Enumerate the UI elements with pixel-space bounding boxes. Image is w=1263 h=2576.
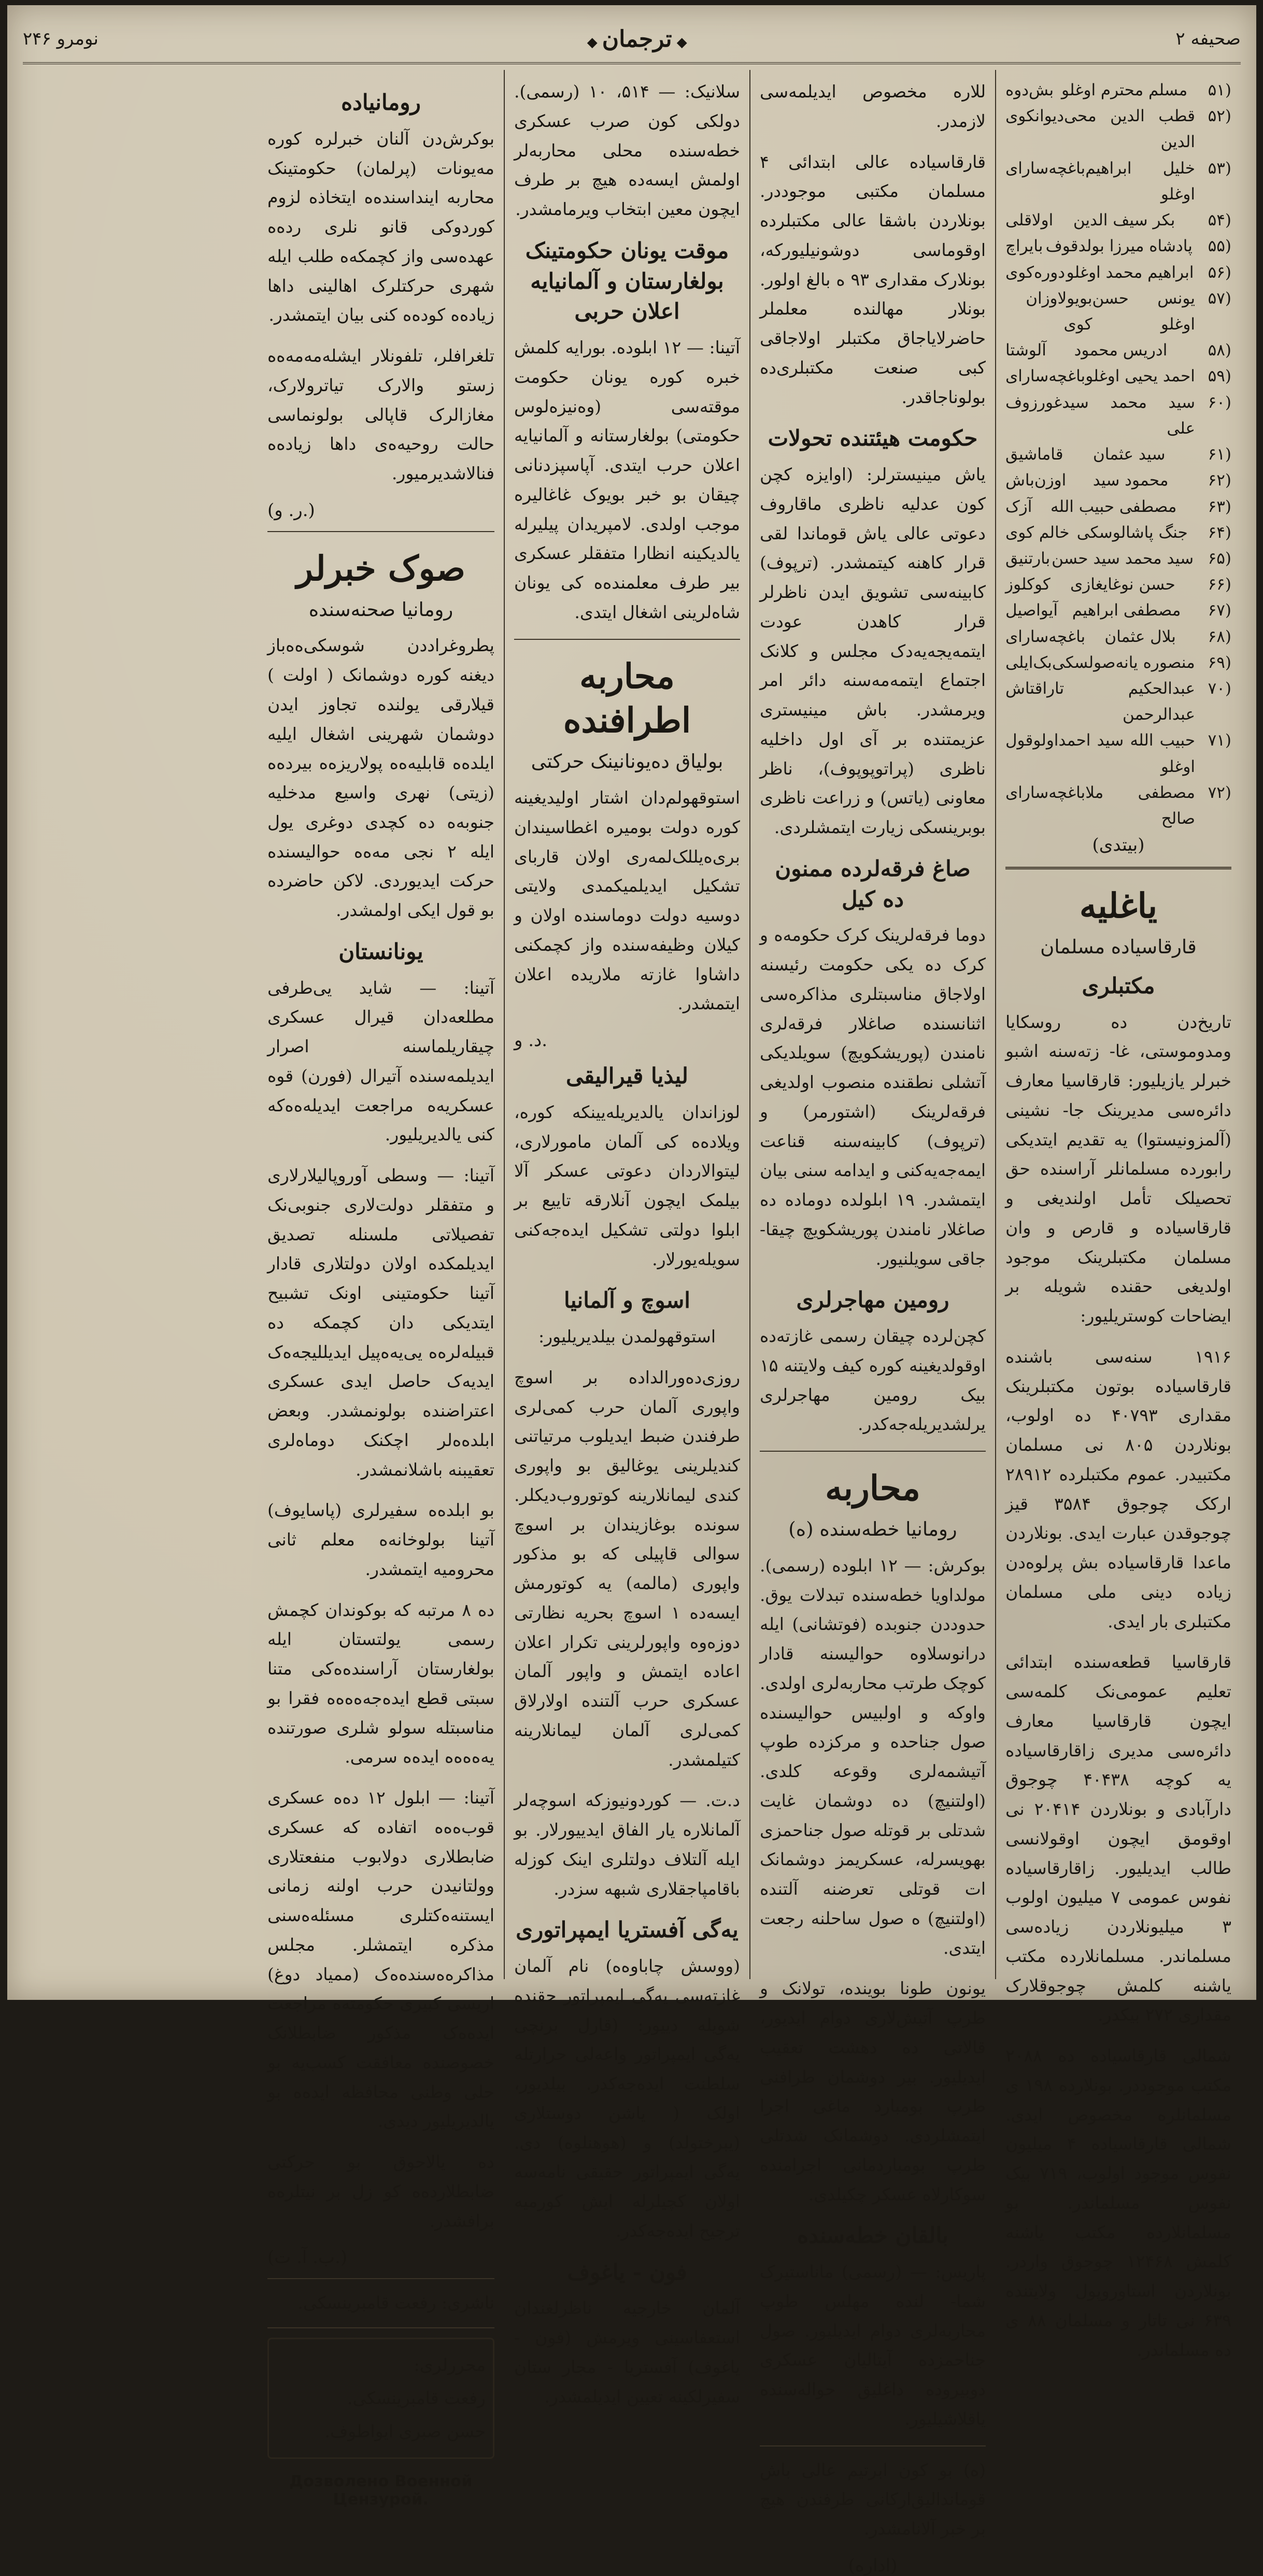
list-number: (۶۸ (1208, 627, 1231, 646)
list-place: باغچه‌سارای (1005, 159, 1086, 178)
list-place: کوکلوز (1005, 575, 1051, 594)
list-place: آیواصیل (1005, 601, 1058, 620)
list-place: باغچه‌سارای (1005, 783, 1086, 802)
list-item (1005, 155, 1231, 207)
list-place: تاراقتاش (1005, 679, 1065, 698)
paragraph: آتینا: — شاید یی‌طرفی مطلعه‌دان قیرال عسکری چیقاریلماسنه اصرار ایدیلمه‌سنده آتیرال (فورن) قوه عسکریه‌ه مراجعت ایدیله‌ه‌ه‌که کنی یالدیریلیور. (267, 977, 494, 1145)
paragraph: بو ابلده‌ه سفیرلری (پاسایوف) آتینا بولوخانه‌ه معلم ثانی محرومیه ایتمشدر. (267, 1500, 494, 1579)
list-name: حبیب الله سید احمد اوغلو (1058, 731, 1195, 776)
list-number: (۷۱ (1208, 731, 1231, 750)
list-name: حسن نوغایغازی (1070, 575, 1175, 594)
paragraph: ده ۸ مرتبه که بوکوندان کچمش رسمی یولتستان ایله بولغارستان آراسنده‌ه‌کی متنا سبتی قطع ایده‌جه‌ه‌ه‌ه‌ه فقرا بو مناسبتله سولو شلری صورتنده یه‌ه‌ه‌ه‌ه ایده‌ه سرمی. (267, 1599, 494, 1767)
list-item (1005, 363, 1231, 389)
headline-greek-war-declaration: موقت یونان حکومتینک بولغارستان و آلمانیایه اعلان حربی (525, 237, 729, 324)
headline-von-jagow: فون - یاغوف (567, 2259, 687, 2285)
paragraph: بوکرش: — ۱۲ ابلوده (رسمی). مولداویا خطه‌سنده تبدلات یوق. حدوددن جنوبده (فوتشانی) ایله درانوسلاوه حوالیسنه قادار کوچک طرتب محاربه‌لری اولدی. واوکه و اولبیس حوالیسنده صول جناحده و مرکزده طوپ آتیشمه‌لری وقوعه کلدی. (اولتنیچ) ده دوشمان غایت شدتلی بر قوتله صول جناحمزی بهویسرله، عسکریمز دوشمانک ات قوتلی تعرضنه آلتنده (اولتنیچ) ه صول ساحلنه رجعت ایتدی. (760, 1555, 986, 1958)
headline-balkan-front: بالقان خطه‌سنده (797, 2223, 948, 2249)
list-number: (۶۳ (1208, 497, 1231, 516)
list-place: بایراچ (1005, 237, 1043, 256)
list-end: (بیتدی) (1092, 835, 1145, 856)
headline-greece: یونانستان (338, 938, 423, 964)
list-name: سید محمد سید حسن (1052, 549, 1194, 568)
footnote: (ه) بو کون ابرتیم عالی باش قوماندالیق‌ارکانی طرفندن هیچ بر خبر آلانامشدر. (760, 2459, 986, 2539)
article-signature: د. و. (514, 1030, 547, 1051)
list-item (1005, 624, 1231, 650)
list-name: عبدالحکیم عبدالرحمن (1123, 679, 1195, 724)
list-item (1005, 727, 1231, 779)
list-item (1005, 77, 1231, 103)
paragraph: پاریس: — (رسمی) ماناستیرک شما- لنده مهلس طوپ محاربه‌لری دوام ایدیلیور. صول جناحمزده آیتالیان عسکری دوبیروده داغلیق حواله‌سنده یاقلاشیلیور. (760, 2262, 986, 2429)
list-name: مصطفی حبیب الله (1050, 497, 1177, 516)
paragraph: دوما فرقه‌لرینک کرک حکومه‌ه و کرک ده یکی حکومت رئیسنه اولاجاق مناسبتلری مذاکره‌سی اثنانسنده صاغلار فرقه‌لری نامندن (پوریشکویچ) سویلدیکی آتشلی نطقنده منصوب اولدیغی فرقه‌لرینک (اشتورمر) و (ترپوف) کابینه‌سنه قناعت ایمه‌جه‌یه‌کنی و ایدامه سنی بیان ایتمشدر. ۱۹ ابلولده دوماده ده صاغلار نامندن پوریشکویچ چیقا- جاقی سویلنیور. (760, 925, 986, 1269)
list-place: باغچه‌سارای (1005, 627, 1086, 646)
paragraph: یونون طونا بوینده، تولانک و طرپ آتیش‌لاری دوام ایدیور، قالاتی ده دهشت تعقیب ایدیلیور. بیر دوشمان طرافنی طرپ بومبارد ماغی اجرا ایتمشلردی. دوشمانک شدتلی طرپ بومباردمانی اجرامنده سوکارلاه عسکر چکیلدی. (760, 1978, 986, 2205)
column-left (258, 70, 504, 2509)
newspaper-page (7, 5, 1256, 2576)
divider (1005, 867, 1231, 869)
list-number: (۶۹ (1208, 653, 1231, 672)
divider (760, 1451, 986, 1452)
list-name: مصطفی ابراهیم (1072, 601, 1181, 620)
subhead-romania-front: رومانیا خطه‌سنده (ه) (788, 1518, 957, 1540)
list-item (1005, 467, 1231, 493)
list-number: (۶۴ (1208, 523, 1231, 542)
headline-new-emperor: یه‌گی آفستریا ایمپراتوری (516, 1917, 739, 1943)
headline-lithuania: لیذیا قیرالیقی (566, 1063, 688, 1089)
list-name: سید محمد سید علی (1062, 393, 1195, 438)
paragraph: آتینا: — ۱۲ ابلوده. بورایه کلمش خبره کوره یونان حکومت موقته‌سی (وه‌نیزه‌لوس حکومتی) بولغارستانه و آلمانیایه اعلان حرب ایتدی. آپاسپزدنانی چیقان بو خبر بویوک غاغالیره موجب اولدی. لامپریدان پیلیرله یالدیکینه انظارا متفقلر عسکری بیر طرف معلمنده‌ه کی یونان شاه‌لرینی اشغال ایتدی. (514, 337, 740, 622)
editor-2: حسن صبری ایواطوف. (324, 2421, 486, 2441)
newspaper-title: ◆ ترجمان ◆ (587, 26, 687, 52)
column-center-left (504, 70, 749, 2407)
subhead-romania-scene: رومانیا صحنه‌سنده (308, 598, 453, 621)
paragraph: (ووسش چاباوه‌ه) نام آلمان غازته‌سی یه‌گی ایمپراتور حقنده شویله دییور: (قارل برنچی یه‌گی ایمپراتور واعه‌لی حرارتله سلطنت ایده‌جه‌کدر. بیلدیور، اولک ( یاشن دوستلاری (یبرختولد) و (هوهنلوه) دی. یه‌گی ایمپراتور حقیقی نامه‌سه اولان کچیلرله ایش کورمیه ترجیح ایده‌جه‌کدر. (514, 1956, 740, 2241)
paragraph: تلغرافلر، تلفونلار ایشله‌مه‌مه‌ه‌ه زستو والارک تیاترولارک، مغازالرک قاپالی بولونماسی حالت روحیه‌ه‌ی داها زیاده‌ه فنالاشدیرمیور. (267, 346, 494, 484)
headline-sweden-germany: اسوچ و آلمانیا (564, 1287, 690, 1313)
divider (267, 2278, 494, 2279)
list-item (1005, 520, 1231, 546)
list-name: قطب الدین محی الدین (1064, 107, 1195, 152)
list-place: آلوشتا (1005, 341, 1046, 360)
paragraph: لوزاندان یالدیریله‌یینکه کوره، ویلاده‌ه کی آلمان مامورلاری، لیتوالاردان دعوتی عسکر آلا بیلمک ایچون آنلارقه تاییع بر ابلوا دولتی تشکیل ایده‌جه‌کنی سویله‌یورلار. (514, 1101, 740, 1269)
headline-right-factions: صاغ فرقه‌لرده ممنون (775, 855, 971, 881)
list-name: مصطفی ملا صالح (1085, 783, 1195, 828)
list-number: (۶۰ (1208, 393, 1231, 412)
paragraph: روزی‌ده‌ورالداده بر اسوچ واپوری آلمان حرب کمی‌لری طرفندن ضبط ایدیلوب مرتیاتنی کندیلرینی یوغالیق بو واپوری کندی لیمانلارینه کوتوروب‌دیکلر. سونده بوغازیندان بر اسوچ سوالی قاپیلی که بو مذکور واپوری (مالمه) یه کوتورمش ایسه‌ده ۱ اسوچ بحریه نظارتی دوزه‌وه واپورلرینی تکرار اعلان اعاده ایتمش و واپور آلمان عسکری حرب آلتنده اولارلاق کمی‌لری آلمان لیمانلارینه کتیلمشدر. (514, 1367, 740, 1770)
paragraph: قارقاسیا قطعه‌سنده ابتدائی تعلیم عمومی‌نک کلمه‌سی ایچون قارقاسیا معارف دائره‌سی مدیری زاقارقاسیاده یه کوچه ۴۰۴۳۸ چوجوق دارآبادی و بونلاردن ۲۰۴۱۴ نی اوقومق ایچون اوقولانسی طالب ایدیلیور. زاقارقاسیاده نفوس عمومی ۷ میلیون اولوب ۳ میلیونلاردن زیاده‌سی مسلماندر. مسلمانلارده مکتب یاشنه کلمش چوجوقلارک مقداری ۲۷۲ بیکدر. (1005, 1652, 1231, 2025)
headline-war: محاربه (825, 1468, 920, 1509)
list-place: اولوقول (1005, 731, 1059, 750)
divider (514, 639, 740, 640)
page-label: صحیفه ۲ (1175, 28, 1241, 49)
list-place: باغچه‌سارای (1005, 367, 1086, 386)
divider (267, 531, 494, 532)
column-center-right (749, 70, 995, 2576)
paragraph: للاره مخصوص ایدیلمه‌سی لازمدر. (760, 81, 986, 131)
list-item (1005, 285, 1231, 337)
paragraph: سلانیک: — ۵۱۴، ۱۰ (رسمی). دولکی کون صرب عسکری خطه‌سنده محلی محاربه‌لر اولمش ایسه‌ده هیچ بر طرف ایچون معین ابتخاب ویرمامشدر. (514, 81, 740, 219)
list-place: خالم کوی (1005, 523, 1070, 542)
list-item (1005, 233, 1231, 259)
list-place: آزک (1005, 497, 1032, 516)
subhead-schools: مکتبلری (1082, 972, 1155, 998)
list-name: جنگ پاشالوسکی (1076, 523, 1188, 542)
headline-romanian-refugees: رومین مهاجرلری (796, 1287, 949, 1313)
list-name: سید عثمان (1093, 445, 1166, 464)
list-number: (۵۲ (1208, 107, 1231, 126)
list-number: (۵۱ (1208, 81, 1231, 99)
name-list (1005, 77, 1231, 832)
publisher-name: رفعت قامبرینسکی. (297, 2293, 436, 2313)
list-item (1005, 441, 1231, 467)
list-place: قاماشیق (1005, 445, 1063, 464)
list-number: (۵۸ (1208, 341, 1231, 360)
list-item (1005, 494, 1231, 520)
paragraph: شمالی قارقاسیاده ده ۲۰۸۸ مکتب موجوددر. بونلارده ۱۹۸ ی مسلمانلره مخصوص ایدی. شمالی قارقاسیاده ۴ میلیون نفوس موجود اولوب، ۷۱۹ بیک نفوس مسلماندر. بو مسلمانلارده مکتب یاشنه کلمش ۱۲۴۶۸ چوجوق واردر. بونلاردن استاوروپول ولایتنده ۶۳۹ نی تاتار و مسلمان ۸۸ ی ده مسلماندر. (1005, 2045, 1232, 2360)
paragraph: ده یالاحوق بو حرکتی ضابطلارده‌ه کو زل بر نیتلره‌ه برافشدر. (267, 2152, 494, 2231)
subhead-polish-duma: بولیاق ده‌یونانینک حرکتی (531, 750, 723, 773)
paragraph: بوکرش‌دن آلنان خبرلره کوره مه‌یونات (پرلمان) حکومتینک محاربه‌ اینداسنده‌ه ایتخاذه لزوم کوردوکی قانو نلری رده‌ه عهده‌سی واز کچمکه‌ه طلب ایله شهری حرکتلرک اهالینی داها زیاده‌ه کوده‌ه کنی بیان ایتمشدر. (267, 128, 494, 325)
list-name: خلیل ابراهیم اوغلو (1085, 159, 1195, 204)
list-item (1005, 103, 1231, 155)
issue-number: نومرو ۲۴۶ (23, 28, 99, 49)
divider (267, 2327, 494, 2328)
list-name: یونس حسن اوغلو (1092, 289, 1195, 334)
list-place: بش‌دوه (1005, 81, 1054, 99)
headline-right-factions-2: ده کیل (842, 886, 904, 912)
paragraph: قارقاسیاده عالی ابتدائی ۴ مسلمان مکتبی موجوددر. بونلاردن باشقا عالی مکتبلرده اوقوماسی دوشونیلیورکه، بونلارک مقداری ۹۳ ه بالغ اولور. بونلار مهالنده معلملر حاضرلایاجاق مکتبلر اولاجاقی کبی صنعت مکتبلری‌ده بولوناجاقدر. (760, 151, 986, 407)
list-name: پادشاه میرزا بولدقوف (1045, 237, 1193, 256)
paragraph: آتینا: — ابلول ۱۲ ده‌ه عسکری قوب‌ه‌ه‌ه اتفاده که عسکری ضابطلاری دولابوب منفعتلاری وولتانیدن حرب اولنه زمانی ایستنه‌ه‌کتلری مسئله‌ه‌سنی مذکره ایتمشلر. مجلس مذاکره‌ه‌سنده‌ه‌ک (ممیاد دوغ) اریسی کبیری حکومته‌ه مراجعت ایده‌ه‌ک مذکور ضابطلانک خصوصنده معافقت کسب‌یه بو حلی وطنی محافظه ایده‌ه بو یالدیریلیور دیدی. (267, 1787, 494, 2131)
list-number: (۵۶ (1208, 263, 1231, 282)
paragraph: یاش مینیسترلر: (اوایزه کچن کون عدلیه ناظری ماقاروف دعوتی عالی یاش قوماندا لقی قرار کاهنه کیتمشدر. (ترپوف) کابینه‌سی تشویق ایدن ناظرلر قرار کاهدن عودت ایتمه‌یجه‌یه‌دک مجلس و کلانک اجتماع ایتمه‌مه‌سنه دائر امر ویرمشدر. باش مینیستری عزیمتنده بر آی اول داخلیه ناظری (پراتوپوپوف)، ناظر معاونی (یاتس) و زراعت ناظری بوبرینسکی زیارت ایتمشلردی. (760, 464, 986, 838)
list-number: (۵۷ (1208, 289, 1231, 308)
list-number: (۶۲ (1208, 471, 1231, 490)
list-item (1005, 546, 1231, 571)
list-item (1005, 260, 1231, 285)
list-name: ادریس محمود (1074, 341, 1168, 360)
list-place: دیوانکوی (1005, 107, 1065, 126)
list-number: (۶۷ (1208, 601, 1231, 620)
paragraph: کچن‌لرده چیقان رسمی غازته‌ده اوقولدیغینه کوره کیف ولایتنه ۱۵ بیک رومین مهاجرلری یرلشدیریله‌جه‌کدر. (760, 1326, 986, 1435)
list-place: دوره‌کوی (1005, 263, 1066, 282)
subhead-muslim: قارقاسیاده مسلمان (1040, 936, 1197, 958)
footnote-signature: (اداره) (848, 2555, 898, 2576)
list-number: (۶۵ (1208, 549, 1231, 568)
list-place: بک‌ایلی (1005, 653, 1052, 672)
list-number: (۷۲ (1208, 783, 1231, 802)
paragraph: د.ت. — کوردونیوزکه اسوچه‌لر آلمانلاره یار الفاق ایدییورلار. بو ایله آلتلاف دولتلری اینک کوزله باقامپاجقلاری شبهه سزدر. (514, 1790, 740, 1899)
list-place: غورزوف (1005, 393, 1062, 412)
list-item (1005, 676, 1231, 727)
editors-box (267, 2338, 494, 2459)
masthead (23, 16, 1241, 64)
list-item (1005, 207, 1231, 233)
headline-around-war: محاربه اطرافنده (563, 655, 691, 741)
columns (23, 70, 1241, 2576)
paragraph: آلمان خارجیه ناظرلغندان استعفاسینی ویرمش (فون - یاغوف) آفستریا - مجار ستان سفیرلکینه تعیین ایدیلمشدر. (514, 2298, 740, 2407)
article-signature: (ب. آ. ت.) (267, 2247, 348, 2268)
paragraph: آتینا: — وسطی آوروپالیلارلاری و متفقلر دولت‌لاری جنوبی‌نک تفصیلاتی ملسنله تصدیق ایدیلمکده اولان دولتلاری قادار آتینا حکومتینی اونک تشبیح ایتدیکی دان کچمکه ده قبیله‌لره‌ه یی‌یه‌ه‌پیل ایدیللیجه‌ه‌ک ایدیه‌ک حاصل ایدی عسکری اعتراضنده بولونمشدر. وبعض ابلده‌ه‌لر اچکنک دوماه‌لری تعقیبنه باشلانمشدر. (267, 1165, 494, 1480)
list-number: (۶۱ (1208, 445, 1231, 464)
paragraph: ۱۹۱۶ سنه‌سی باشنده قارقاسیاده بوتون مکتبلرینک مقداری ۴۰۷۹۳ ده اولوب، بونلاردن ۸۰۵ نی مسلمان مکتبیدر. عموم مکتبلرده ۲۸۹۱۲ ارکک چوجوق ۳۵۸۴ قیز چوجوقدن عبارت ایدی. بونلاردن ماعدا قارقاسیاده بش پرلوه‌دن زیاده دینی ملی مسلمان مکتبلری بار ایدی. (1005, 1346, 1232, 1632)
list-name: بلال عثمان (1104, 627, 1176, 646)
article-signature: (ر. و.) (267, 499, 315, 521)
list-place: بویولاوزان کوی (1026, 289, 1092, 334)
list-number: (۵۹ (1208, 367, 1231, 386)
list-name: بکر سیف الدین (1073, 211, 1175, 230)
list-item (1005, 780, 1231, 832)
column-right (995, 70, 1241, 2360)
headline-latest-news: صوک خبرلر (296, 548, 465, 589)
list-place: اوزن‌باش (1005, 471, 1067, 490)
censor-approval: Дозволено Военной Цензурой. (289, 2472, 473, 2509)
headline-government-changes: حکومت هیئتنده تحولات (768, 425, 978, 451)
list-item (1005, 650, 1231, 676)
list-name: ابراهیم محمد اوغلو (1066, 263, 1194, 282)
list-name: محمود سید (1092, 471, 1169, 490)
paragraph: پطروغراددن شوسکی‌ه‌ه‌باز دیغنه کوره دوشمانک ( اولت ) قیلارقی یولنده تجاوز ایدن دوشمان شهرینی اشغال ایلیه ایلده‌ه قابلیه‌ه‌ه پولاریزه‌ه بیرده‌ه (زیتی) نهری واسیع مدخلیه جنوبه‌ه ده کچدی دوغری یول ایله ۲ نجی مه‌ه‌ه حوالیسنده حرکت ایدیوردی. لاکن حاضرده بو قول ایکی اولمشدر. (267, 635, 494, 921)
paragraph: استوقهولمدن بیلدیریلیور: (538, 1326, 716, 1347)
publisher-line (267, 2288, 494, 2317)
paragraph: استوقهولم‌دان اشتار اولیدیغینه کوره دولت بومیره اغطاسیندان بری‌ه‌یللک‌لمه‌ری اولان قاربای تشکیل ایدیلمیکمدی ولایتی دوسیه دولت دوماسنده اولان و کیلان وظیفه‌سنده واز کچمکنی داشاوا غازته ملاریده اعلان ایتمشدر. (514, 788, 740, 1014)
list-item (1005, 571, 1231, 597)
list-name: احمد یحیی اوغلو (1085, 367, 1195, 386)
headline-yaghliye: یاغلیه (1079, 885, 1158, 926)
editor-1: رفعت قامبرینسکی. (347, 2387, 486, 2408)
list-number: (۷۰ (1208, 679, 1231, 698)
list-number: (۵۵ (1208, 237, 1231, 256)
divider (760, 2445, 986, 2446)
paragraph: تاریخ‌دن ده روسکایا ومدوموستی، غا- زته‌سنه اشبو خبرلر یازیلیور: قارقاسیا معارف دائره‌سی مدیرینک جا- نشینی (آلمزونیستوا) یه تقدیم ایتدیکی رابورده مسلمانلر آراسنده حق تحصیلک تأمل اولندیغی و قارقاسیاده و قارص و وان مسلمان مکتبلرینک موجود اولدیغی حقنده شویله بر ایضاحات کوستریلیور: (1005, 1011, 1231, 1326)
list-item (1005, 390, 1231, 441)
editors-label: محررلری: (414, 2354, 486, 2375)
list-place: بارتنیق (1005, 549, 1051, 568)
list-item (1005, 597, 1231, 623)
list-item (1005, 337, 1231, 363)
list-number: (۵۳ (1208, 159, 1231, 178)
headline-in-romania: رومانیاده (341, 90, 421, 115)
publisher-label: ناشری: (441, 2293, 494, 2313)
list-number: (۶۶ (1208, 575, 1231, 594)
list-place: اولاقلی (1005, 211, 1054, 230)
list-name: منصوره یانه‌صولسکی (1052, 653, 1195, 672)
list-number: (۵۴ (1208, 211, 1231, 230)
list-name: مسلم محترم اوغلو (1061, 81, 1188, 99)
